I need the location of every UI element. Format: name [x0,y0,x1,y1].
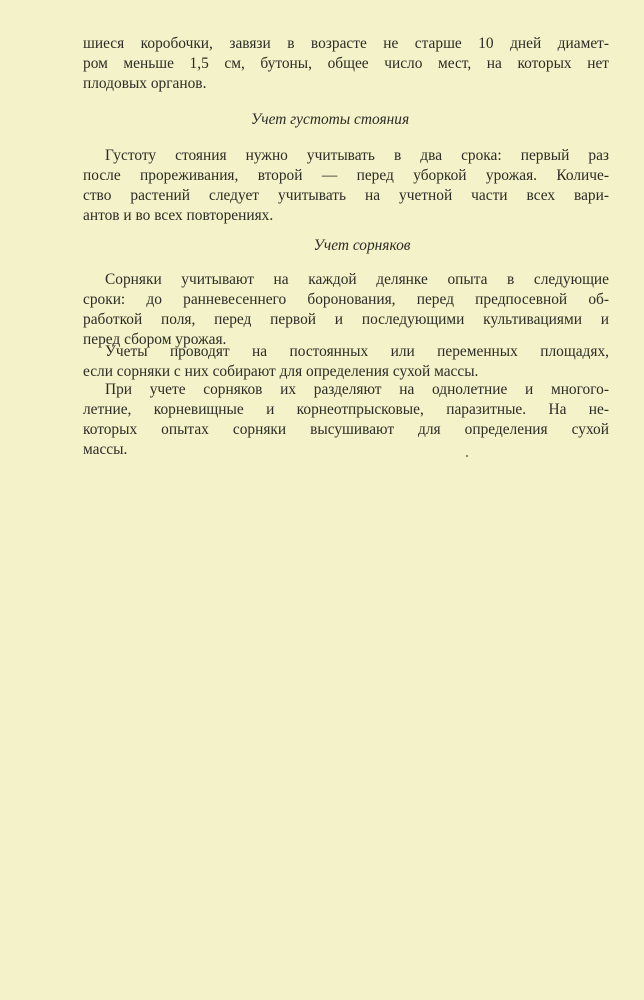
text-line: которых опытах сорняки высушивают для определения сухой [83,421,609,438]
text-line: ство растений следует учитывать на учетной части всех вари- [83,187,609,204]
text-line: после прореживания, второй — перед уборкой урожая. Количе- [83,167,609,184]
text-line: антов и во всех повторениях. [83,207,274,224]
text-line: ром меньше 1,5 см, бутоны, общее число мест, на которых нет [83,55,609,72]
text-line: работкой поля, перед первой и последующими культивациями и [83,311,609,328]
text-line: перед сбором урожая. [83,331,227,348]
text-line: При учете сорняков их разделяют на однолетние и многого- [105,381,609,398]
text-line: шиеся коробочки, завязи в возрасте не старше 10 дней диамет- [83,35,609,52]
text-line: если сорняки с них собирают для определения сухой массы. [83,363,479,380]
text-line: Учеты проводят на постоянных или переменных площадях, [105,343,609,360]
text-line: летние, корневищные и корнеотпрысковые, паразитные. На не- [83,401,609,418]
text-line: Сорняки учитывают на каждой делянке опыта в следующие [105,271,609,288]
text-line: массы. [83,441,128,458]
print-speck [466,455,468,457]
section-heading-weeds: Учет сорняков [313,237,411,254]
weeds-paragraph-1 [83,270,609,350]
text-line: плодовых органов. [83,75,207,92]
section-heading-density: Учет густоты стояния [250,111,410,128]
weeds-paragraph-3 [83,380,609,460]
text-line: сроки: до ранневесеннего боронования, перед предпосевной об- [83,291,609,308]
text-line: Густоту стояния нужно учитывать в два срока: первый раз [105,147,609,164]
weeds-paragraph-2 [83,342,609,382]
top-paragraph [83,34,609,94]
density-paragraph [83,146,609,226]
